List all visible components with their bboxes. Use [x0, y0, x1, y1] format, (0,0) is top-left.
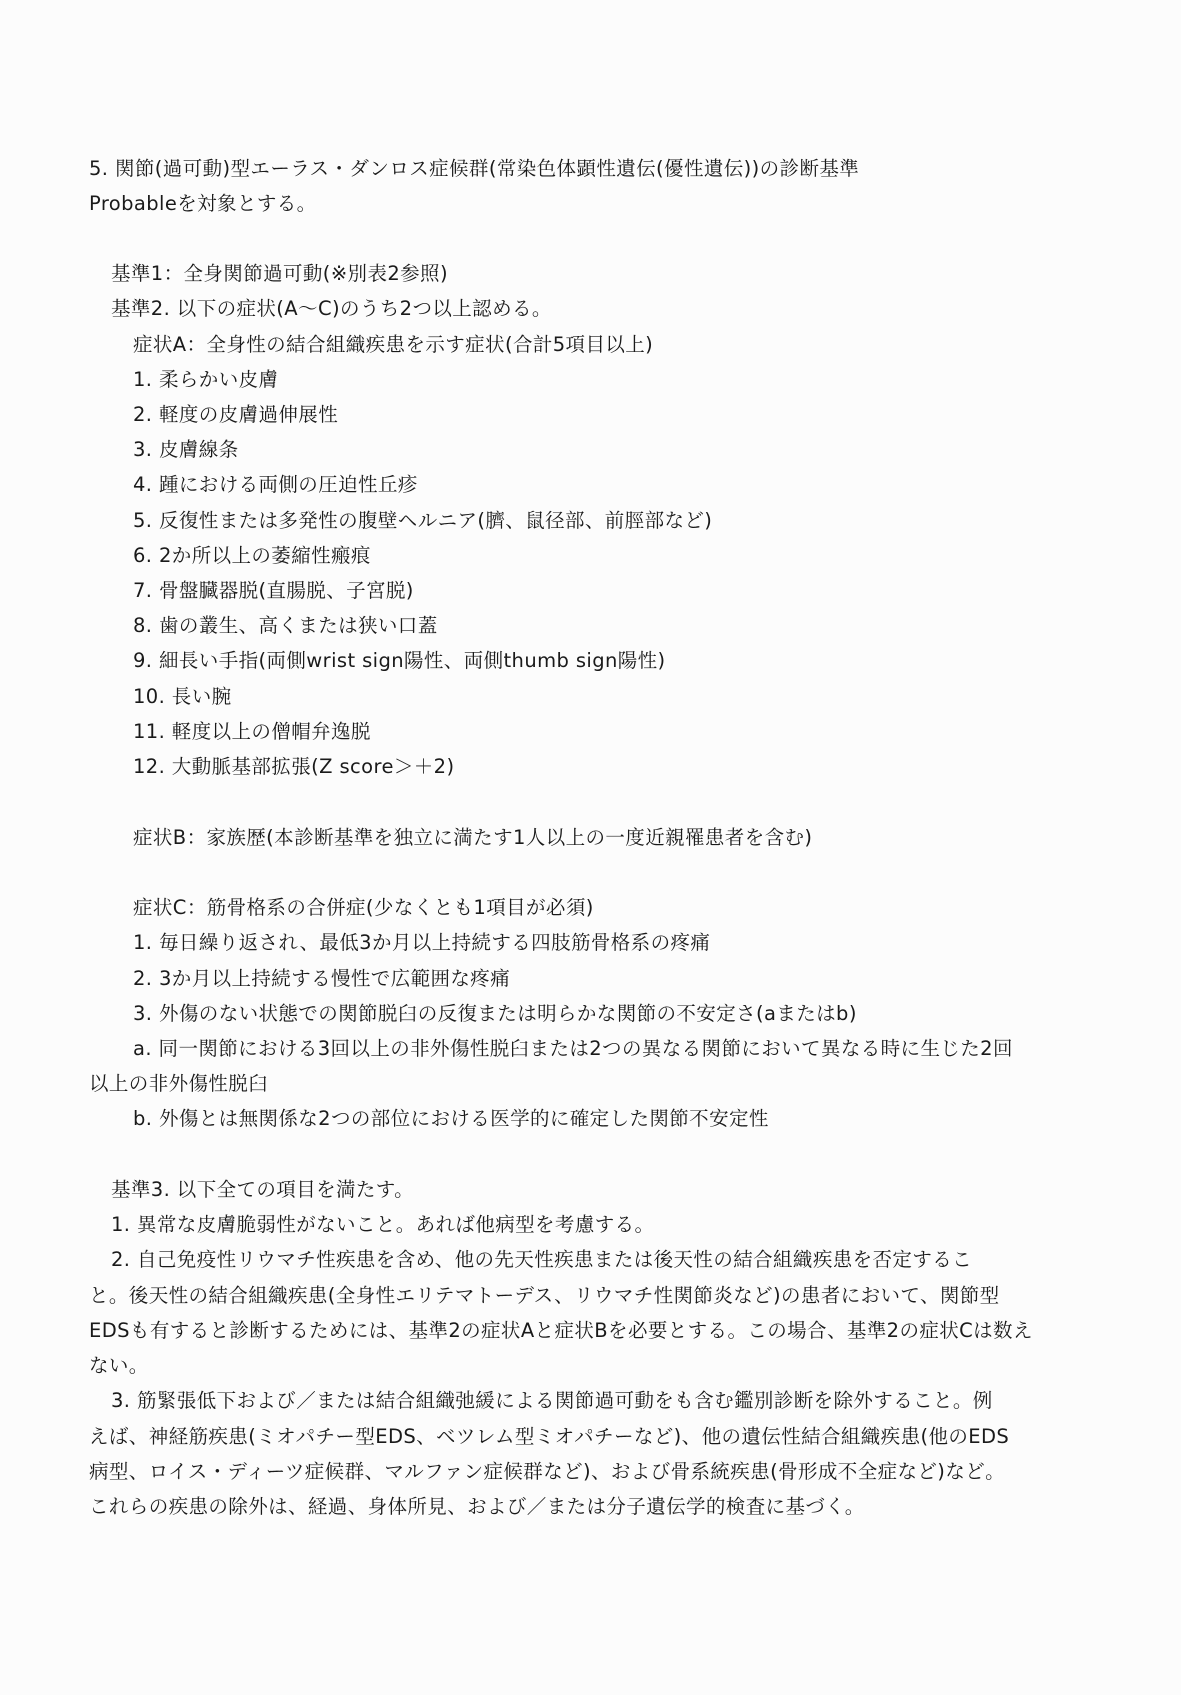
criterion-3-item-3: 3. 筋緊張低下および／または結合組織弛緩による関節過可動をも含む鑑別診断を除外すること。例	[111, 1389, 993, 1412]
criterion-3-item-2: 2. 自己免疫性リウマチ性疾患を含め、他の先天性疾患または後天性の結合組織疾患を否定するこ	[111, 1248, 973, 1271]
symptom-c-item: 3. 外傷のない状態での関節脱臼の反復または明らかな関節の不安定さ(aまたはb)	[133, 1002, 857, 1025]
criterion-3-item-2: EDSも有すると診断するためには、基準2の症状Aと症状Bを必要とする。この場合、基準2の症状Cは数え	[89, 1319, 1033, 1342]
symptom-a-item: 6. 2か所以上の萎縮性瘢痕	[133, 544, 371, 567]
symptom-a-item: 8. 歯の叢生、高くまたは狭い口蓋	[133, 614, 438, 637]
symptom-a-item: 7. 骨盤臓器脱(直腸脱、子宮脱)	[133, 579, 414, 602]
symptom-a-item: 5. 反復性または多発性の腹壁ヘルニア(臍、鼠径部、前脛部など)	[133, 509, 713, 532]
criterion-2-heading: 基準2. 以下の症状(A〜C)のうち2つ以上認める。	[111, 297, 552, 320]
symptom-c-sub-b: b. 外傷とは無関係な2つの部位における医学的に確定した関節不安定性	[133, 1107, 769, 1130]
symptom-c-item: 1. 毎日繰り返され、最低3か月以上持続する四肢筋骨格系の疼痛	[133, 931, 711, 954]
document-title: 5. 関節(過可動)型エーラス・ダンロス症候群(常染色体顕性遺伝(優性遺伝))の診断基準	[89, 157, 860, 180]
symptom-a-item: 3. 皮膚線条	[133, 438, 239, 461]
criterion-3-item-3: 病型、ロイス・ディーツ症候群、マルファン症候群など)、および骨系統疾患(骨形成不全症など)など。	[89, 1460, 1006, 1483]
intro-text: Probableを対象とする。	[89, 192, 317, 215]
symptom-a-item: 12. 大動脈基部拡張(Z score＞＋2)	[133, 755, 455, 778]
symptom-a-item: 2. 軽度の皮膚過伸展性	[133, 403, 339, 426]
symptom-a-item: 4. 踵における両側の圧迫性丘疹	[133, 473, 418, 496]
symptom-c-heading: 症状C：筋骨格系の合併症(少なくとも1項目が必須)	[133, 896, 594, 919]
criterion-3-item-2: と。後天性の結合組織疾患(全身性エリテマトーデス、リウマチ性関節炎など)の患者において、関節型	[89, 1284, 1000, 1307]
symptom-a-item: 11. 軽度以上の僧帽弁逸脱	[133, 720, 371, 743]
symptom-a-item: 9. 細長い手指(両側wrist sign陽性、両側thumb sign陽性)	[133, 649, 666, 672]
symptom-c-sub-a-continued: 以上の非外傷性脱臼	[89, 1072, 269, 1095]
symptom-a-item: 10. 長い腕	[133, 685, 232, 708]
symptom-a-item: 1. 柔らかい皮膚	[133, 368, 279, 391]
criterion-3-heading: 基準3. 以下全ての項目を満たす。	[111, 1178, 415, 1201]
symptom-b-heading: 症状B：家族歴(本診断基準を独立に満たす1人以上の一度近親罹患者を含む)	[133, 826, 813, 849]
criterion-1: 基準1：全身関節過可動(※別表2参照)	[111, 262, 448, 285]
criterion-3-item-3: えば、神経筋疾患(ミオパチー型EDS、ベツレム型ミオパチーなど)、他の遺伝性結合組織疾患(他のEDS	[89, 1425, 1010, 1448]
criterion-3-item-3: これらの疾患の除外は、経過、身体所見、および／または分子遺伝学的検査に基づく。	[89, 1495, 865, 1518]
criterion-3-item-1: 1. 異常な皮膚脆弱性がないこと。あれば他病型を考慮する。	[111, 1213, 655, 1236]
symptom-c-sub-a: a. 同一関節における3回以上の非外傷性脱臼または2つの異なる関節において異なる時に生じた2回	[133, 1037, 1013, 1060]
symptom-c-item: 2. 3か月以上持続する慢性で広範囲な疼痛	[133, 967, 511, 990]
symptom-a-heading: 症状A：全身性の結合組織疾患を示す症状(合計5項目以上)	[133, 333, 654, 356]
criterion-3-item-2: ない。	[89, 1354, 149, 1377]
